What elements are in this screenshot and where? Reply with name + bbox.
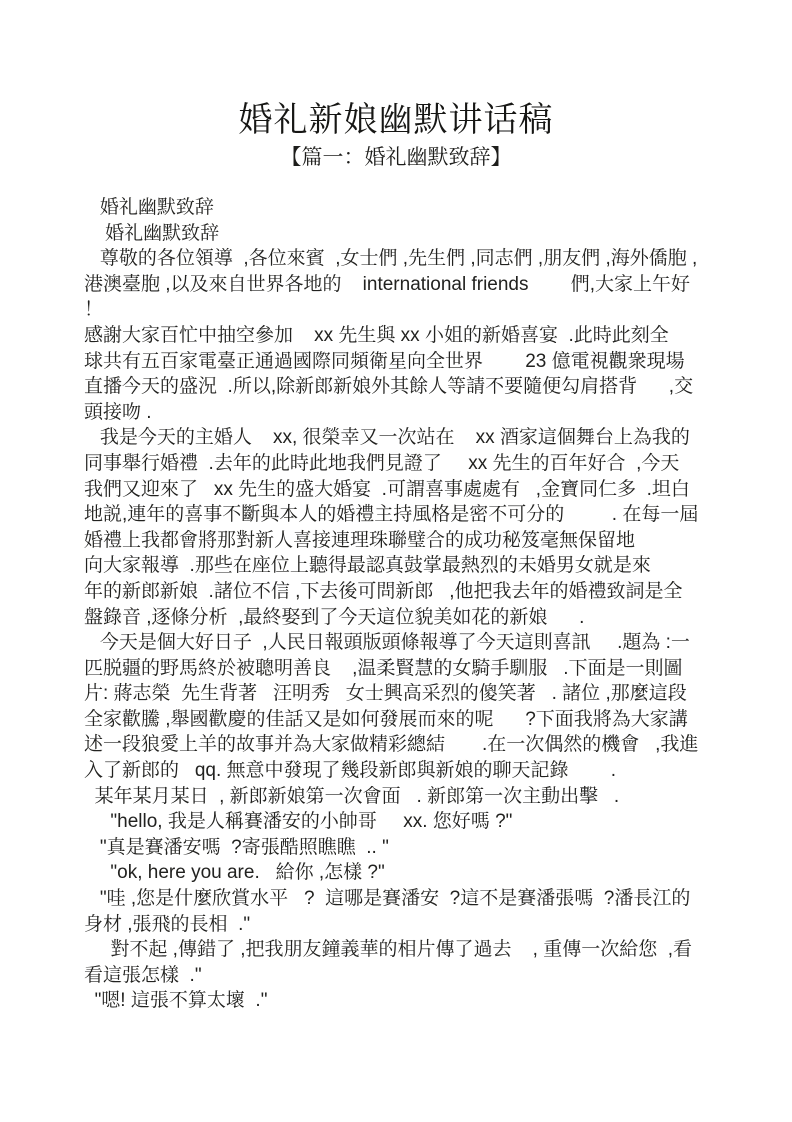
text-line: 身材 ,張飛的長相 ." xyxy=(84,913,251,935)
text-line: "ok, here you are. 給你 ,怎樣 ?" xyxy=(84,862,385,884)
text-line: 感謝大家百忙中抽空參加 xx 先生與 xx 小姐的新婚喜宴 .此時此刻全 xyxy=(84,324,669,346)
text-line: 我是今天的主婚人 xx, 很榮幸又一次站在 xx 酒家這個舞台上為我的 xyxy=(84,427,690,449)
text-line: 婚礼幽默致辞 xyxy=(84,197,214,218)
document-subtitle: 【篇一：婚礼幽默致辞】 xyxy=(280,145,512,169)
text-line: 婚禮上我都會將那對新人喜接連理珠聯璧合的成功秘笈毫無保留地 xyxy=(84,529,636,551)
text-line: 入了新郎的 qq. 無意中發現了幾段新郎與新娘的聊天記錄 . xyxy=(84,760,617,782)
text-line: "真是賽潘安嗎 ?寄張酷照瞧瞧 .. " xyxy=(84,836,389,858)
text-line: 述一段狼愛上羊的故事并為大家做精彩總結 .在一次偶然的機會 ,我進 xyxy=(84,734,699,756)
text-line: 頭接吻 . xyxy=(84,401,152,423)
text-line: 我們又迎來了 xx 先生的盛大婚宴 .可謂喜事處處有 ,金寶同仁多 .坦白 xyxy=(84,478,690,500)
text-line: 對不起 ,傳錯了 ,把我朋友鐘義華的相片傳了過去 , 重傳一次給您 ,看 xyxy=(84,939,693,961)
text-line: 片: 蔣志榮 先生背著 汪明秀 女士興高采烈的傻笑著 . 諸位 ,那麼這段 xyxy=(84,683,687,705)
text-line: 全家歡騰 ,舉國歡慶的佳話又是如何發展而來的呢 ?下面我將為大家講 xyxy=(84,708,688,730)
text-line: 直播今天的盛況 .所以,除新郎新娘外其餘人等請不要隨便勾肩搭背 ,交 xyxy=(84,376,694,398)
text-line: "嗯! 這張不算太壞 ." xyxy=(84,990,268,1012)
text-line: "hello, 我是人稱賽潘安的小帥哥 xx. 您好嗎 ?" xyxy=(84,811,513,833)
text-line: 球共有五百家電臺正通過國際同頻衛星向全世界 23 億電視觀衆現場 xyxy=(84,350,685,372)
text-line: 某年某月某日 , 新郎新娘第一次會面 . 新郎第一次主動出擊 . xyxy=(84,785,620,807)
text-line: 向大家報導 .那些在座位上聽得最認真鼓掌最熱烈的未婚男女就是來 xyxy=(84,555,651,577)
text-line: 今天是個大好日子 ,人民日報頭版頭條報導了今天這則喜訊 .題為 :一 xyxy=(84,632,690,654)
text-line: 看這張怎樣 ." xyxy=(84,964,202,986)
text-line: 匹脱疆的野馬終於被聰明善良 ,温柔賢慧的女騎手馴服 .下面是一則圖 xyxy=(84,657,683,679)
text-line: "哇 ,您是什麼欣賞水平 ? 這哪是賽潘安 ?這不是賽潘張嗎 ?潘長江的 xyxy=(84,888,691,910)
text-line: 港澳臺胞 ,以及來自世界各地的 international friends 們,大家上午好 ！ xyxy=(84,273,701,321)
text-line: 婚礼幽默致辞 xyxy=(84,222,220,244)
text-line: 尊敬的各位領導 ,各位來賓 ,女士們 ,先生們 ,同志們 ,朋友們 ,海外僑胞 , xyxy=(84,248,698,270)
text-line: 同事舉行婚禮 .去年的此時此地我們見證了 xx 先生的百年好合 ,今天 xyxy=(84,452,680,474)
document-body xyxy=(84,195,714,1014)
text-line: 盤錄音 ,逐條分析 ,最終娶到了今天這位貌美如花的新娘 . xyxy=(84,606,585,628)
document-title: 婚礼新娘幽默讲话稿 xyxy=(238,102,554,139)
text-line: 年的新郎新娘 .諸位不信 ,下去後可問新郎 ,他把我去年的婚禮致詞是全 xyxy=(84,580,683,602)
text-line: 地説,連年的喜事不斷與本人的婚禮主持風格是密不可分的 . 在每一屆 xyxy=(84,504,699,526)
